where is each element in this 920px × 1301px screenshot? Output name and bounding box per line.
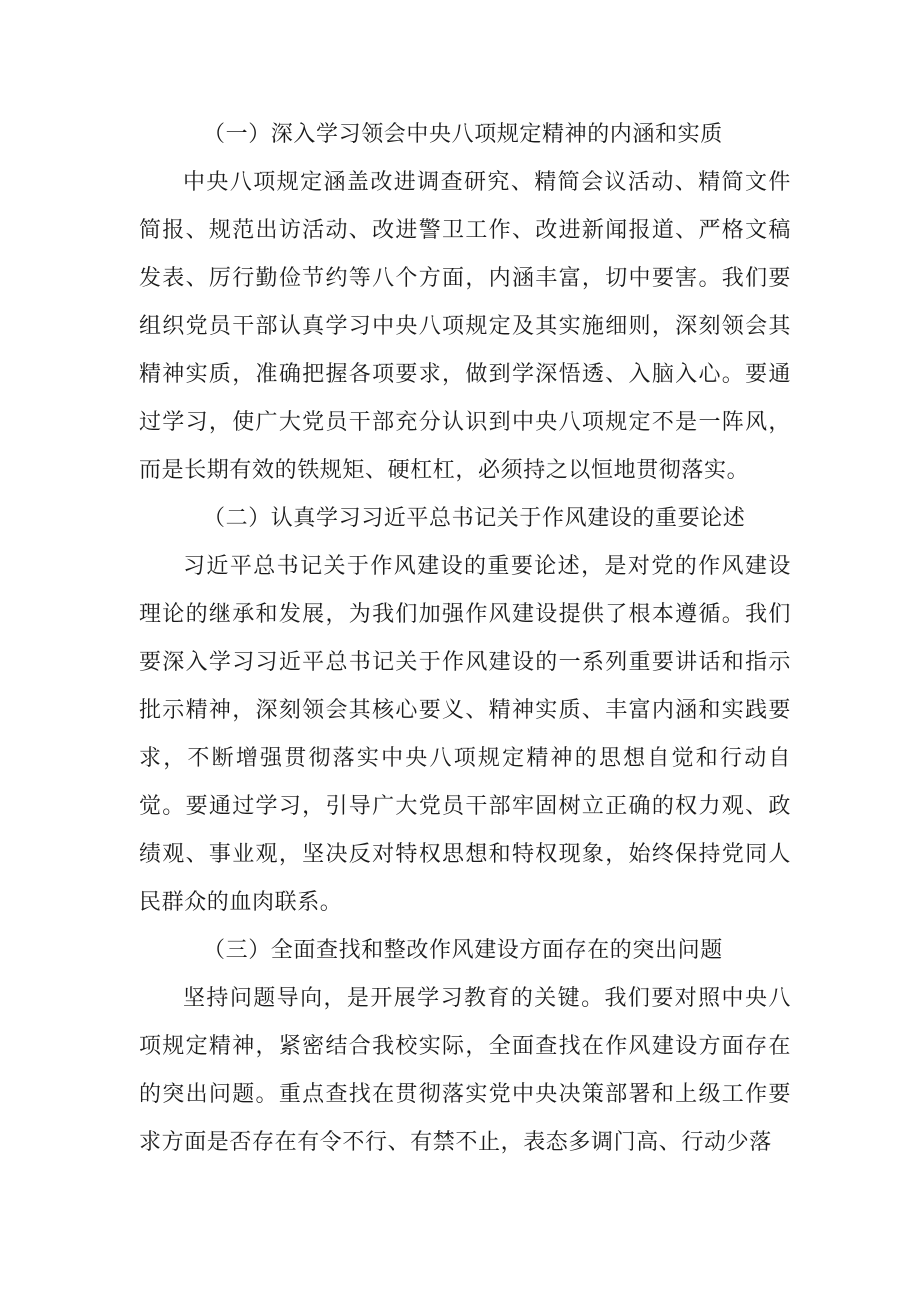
section-paragraph-3: 坚持问题导向，是开展学习教育的关键。我们要对照中央八项规定精神，紧密结合我校实际，全面查找在作风建设方面存在的突出问题。重点查找在贯彻落实党中央决策部署和上级工作要求方面是否存在有令不行、有禁不止，表态多调门高、行动少落	[139, 986, 791, 1155]
document-body	[139, 111, 791, 1167]
section-heading-3: （三）全面查找和整改作风建设方面存在的突出问题	[203, 938, 723, 963]
section-heading-2: （二）认真学习习近平总书记关于作风建设的重要论述	[203, 506, 746, 531]
section-paragraph-2: 习近平总书记关于作风建设的重要论述，是对党的作风建设理论的继承和发展，为我们加强作风建设提供了根本遵循。我们要深入学习习近平总书记关于作风建设的一系列重要讲话和指示批示精神，深刻领会其核心要义、精神实质、丰富内涵和实践要求，不断增强贯彻落实中央八项规定精神的思想自觉和行动自觉。要通过学习，引导广大党员干部牢固树立正确的权力观、政绩观、事业观，坚决反对特权思想和特权现象，始终保持党同人民群众的血肉联系。	[139, 554, 791, 915]
section-heading-1: （一）深入学习领会中央八项规定精神的内涵和实质	[203, 122, 723, 147]
section-paragraph-1: 中央八项规定涵盖改进调查研究、精简会议活动、精简文件简报、规范出访活动、改进警卫工作、改进新闻报道、严格文稿发表、厉行勤俭节约等八个方面，内涵丰富，切中要害。我们要组织党员干部认真学习中央八项规定及其实施细则，深刻领会其精神实质，准确把握各项要求，做到学深悟透、入脑入心。要通过学习，使广大党员干部充分认识到中央八项规定不是一阵风，而是长期有效的铁规矩、硬杠杠，必须持之以恒地贯彻落实。	[139, 170, 791, 483]
